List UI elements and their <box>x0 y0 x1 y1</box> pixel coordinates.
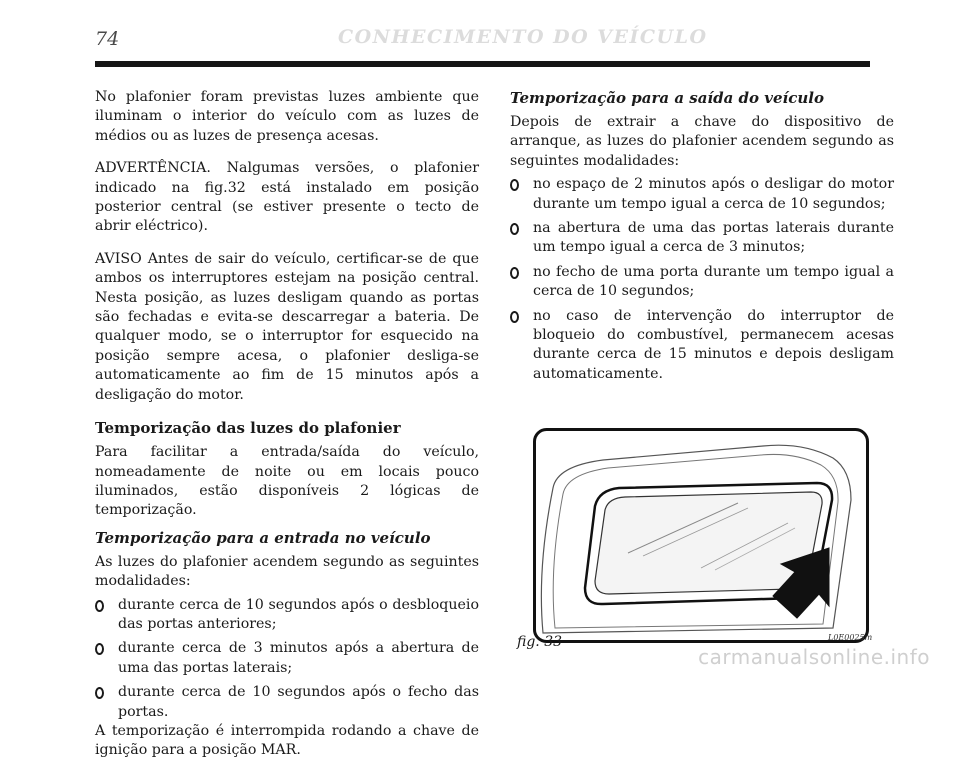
timing-paragraph: Para facilitar a entrada/saída do veículo, nomeadamente de noite ou em locais pouco iluminados, estão disponíveis 2 lógicas de temporização. <box>95 444 479 519</box>
notice-paragraph: AVISO Antes de sair do veículo, certificar-se de que ambos os interruptores estejam na posição central. Nesta posição, as luzes desligam quando as portas são fechadas e evita-se descarregar a bateria. De qualquer modo, se o interruptor for esquecido na posição sempre acesa, o plafonier desliga-se automaticamente ao fim de 15 minutos após a desligação do motor. <box>95 250 479 403</box>
bullet-icon <box>510 311 519 323</box>
page-header <box>95 22 870 62</box>
page-number: 74 <box>95 28 120 50</box>
right-column <box>510 88 894 389</box>
heading-timing: Temporização das luzes do plafonier <box>95 419 401 438</box>
list-item: no espaço de 2 minutos após o desligar do motor durante um tempo igual a cerca de 10 segundos; <box>510 175 894 214</box>
intro-paragraph: No plafonier foram previstas luzes ambiente que iluminam o interior do veículo com as luzes de médios ou as luzes de presença acesas. <box>95 89 479 144</box>
list-item: na abertura de uma das portas laterais durante um tempo igual a cerca de 3 minutos; <box>510 219 894 258</box>
warning-paragraph: ADVERTÊNCIA. Nalgumas versões, o plafonier indicado na fig.32 está instalado em posição posterior central (se estiver presente o tecto de abrir eléctrico). <box>95 160 479 235</box>
heading-exit: Temporização para a saída do veículo <box>510 89 824 107</box>
heading-entry: Temporização para a entrada no veículo <box>95 528 431 547</box>
bullet-icon <box>95 600 104 612</box>
entry-intro: As luzes do plafonier acendem segundo as seguintes modalidades: <box>95 553 479 590</box>
list-item: no caso de intervenção do interruptor de bloqueio do combustível, permanecem acesas durante cerca de 15 minutos e depois desligam automaticamente. <box>510 307 894 385</box>
bullet-icon <box>95 687 104 699</box>
exit-list <box>510 175 894 384</box>
list-item: durante cerca de 10 segundos após o desbloqueio das portas anteriores; <box>95 596 479 635</box>
ignition-paragraph: A temporização é interrompida rodando a chave de ignição para a posição MAR. <box>95 722 479 759</box>
bullet-icon <box>510 179 519 191</box>
figure-caption: fig. 33 <box>517 634 563 650</box>
list-item: durante cerca de 3 minutos após a abertura de uma das portas laterais; <box>95 639 479 678</box>
exit-intro: Depois de extrair a chave do dispositivo de arranque, as luzes do plafonier acendem segundo as seguintes modalidades: <box>510 114 894 169</box>
figure-code: L0E0025m <box>828 633 873 642</box>
bullet-icon <box>95 643 104 655</box>
ceiling-light-illustration <box>533 428 869 643</box>
left-column <box>95 88 479 768</box>
bullet-icon <box>510 223 519 235</box>
lamp-lens <box>595 492 822 594</box>
list-item: durante cerca de 10 segundos após o fecho das portas. <box>95 683 479 722</box>
bullet-icon <box>510 267 519 279</box>
section-title: CONHECIMENTO DO VEÍCULO <box>338 26 708 48</box>
list-item: no fecho de uma porta durante um tempo igual a cerca de 10 segundos; <box>510 263 894 302</box>
entry-list <box>95 596 479 722</box>
watermark: carmanualsonline.info <box>698 645 930 669</box>
header-rule <box>95 61 870 67</box>
